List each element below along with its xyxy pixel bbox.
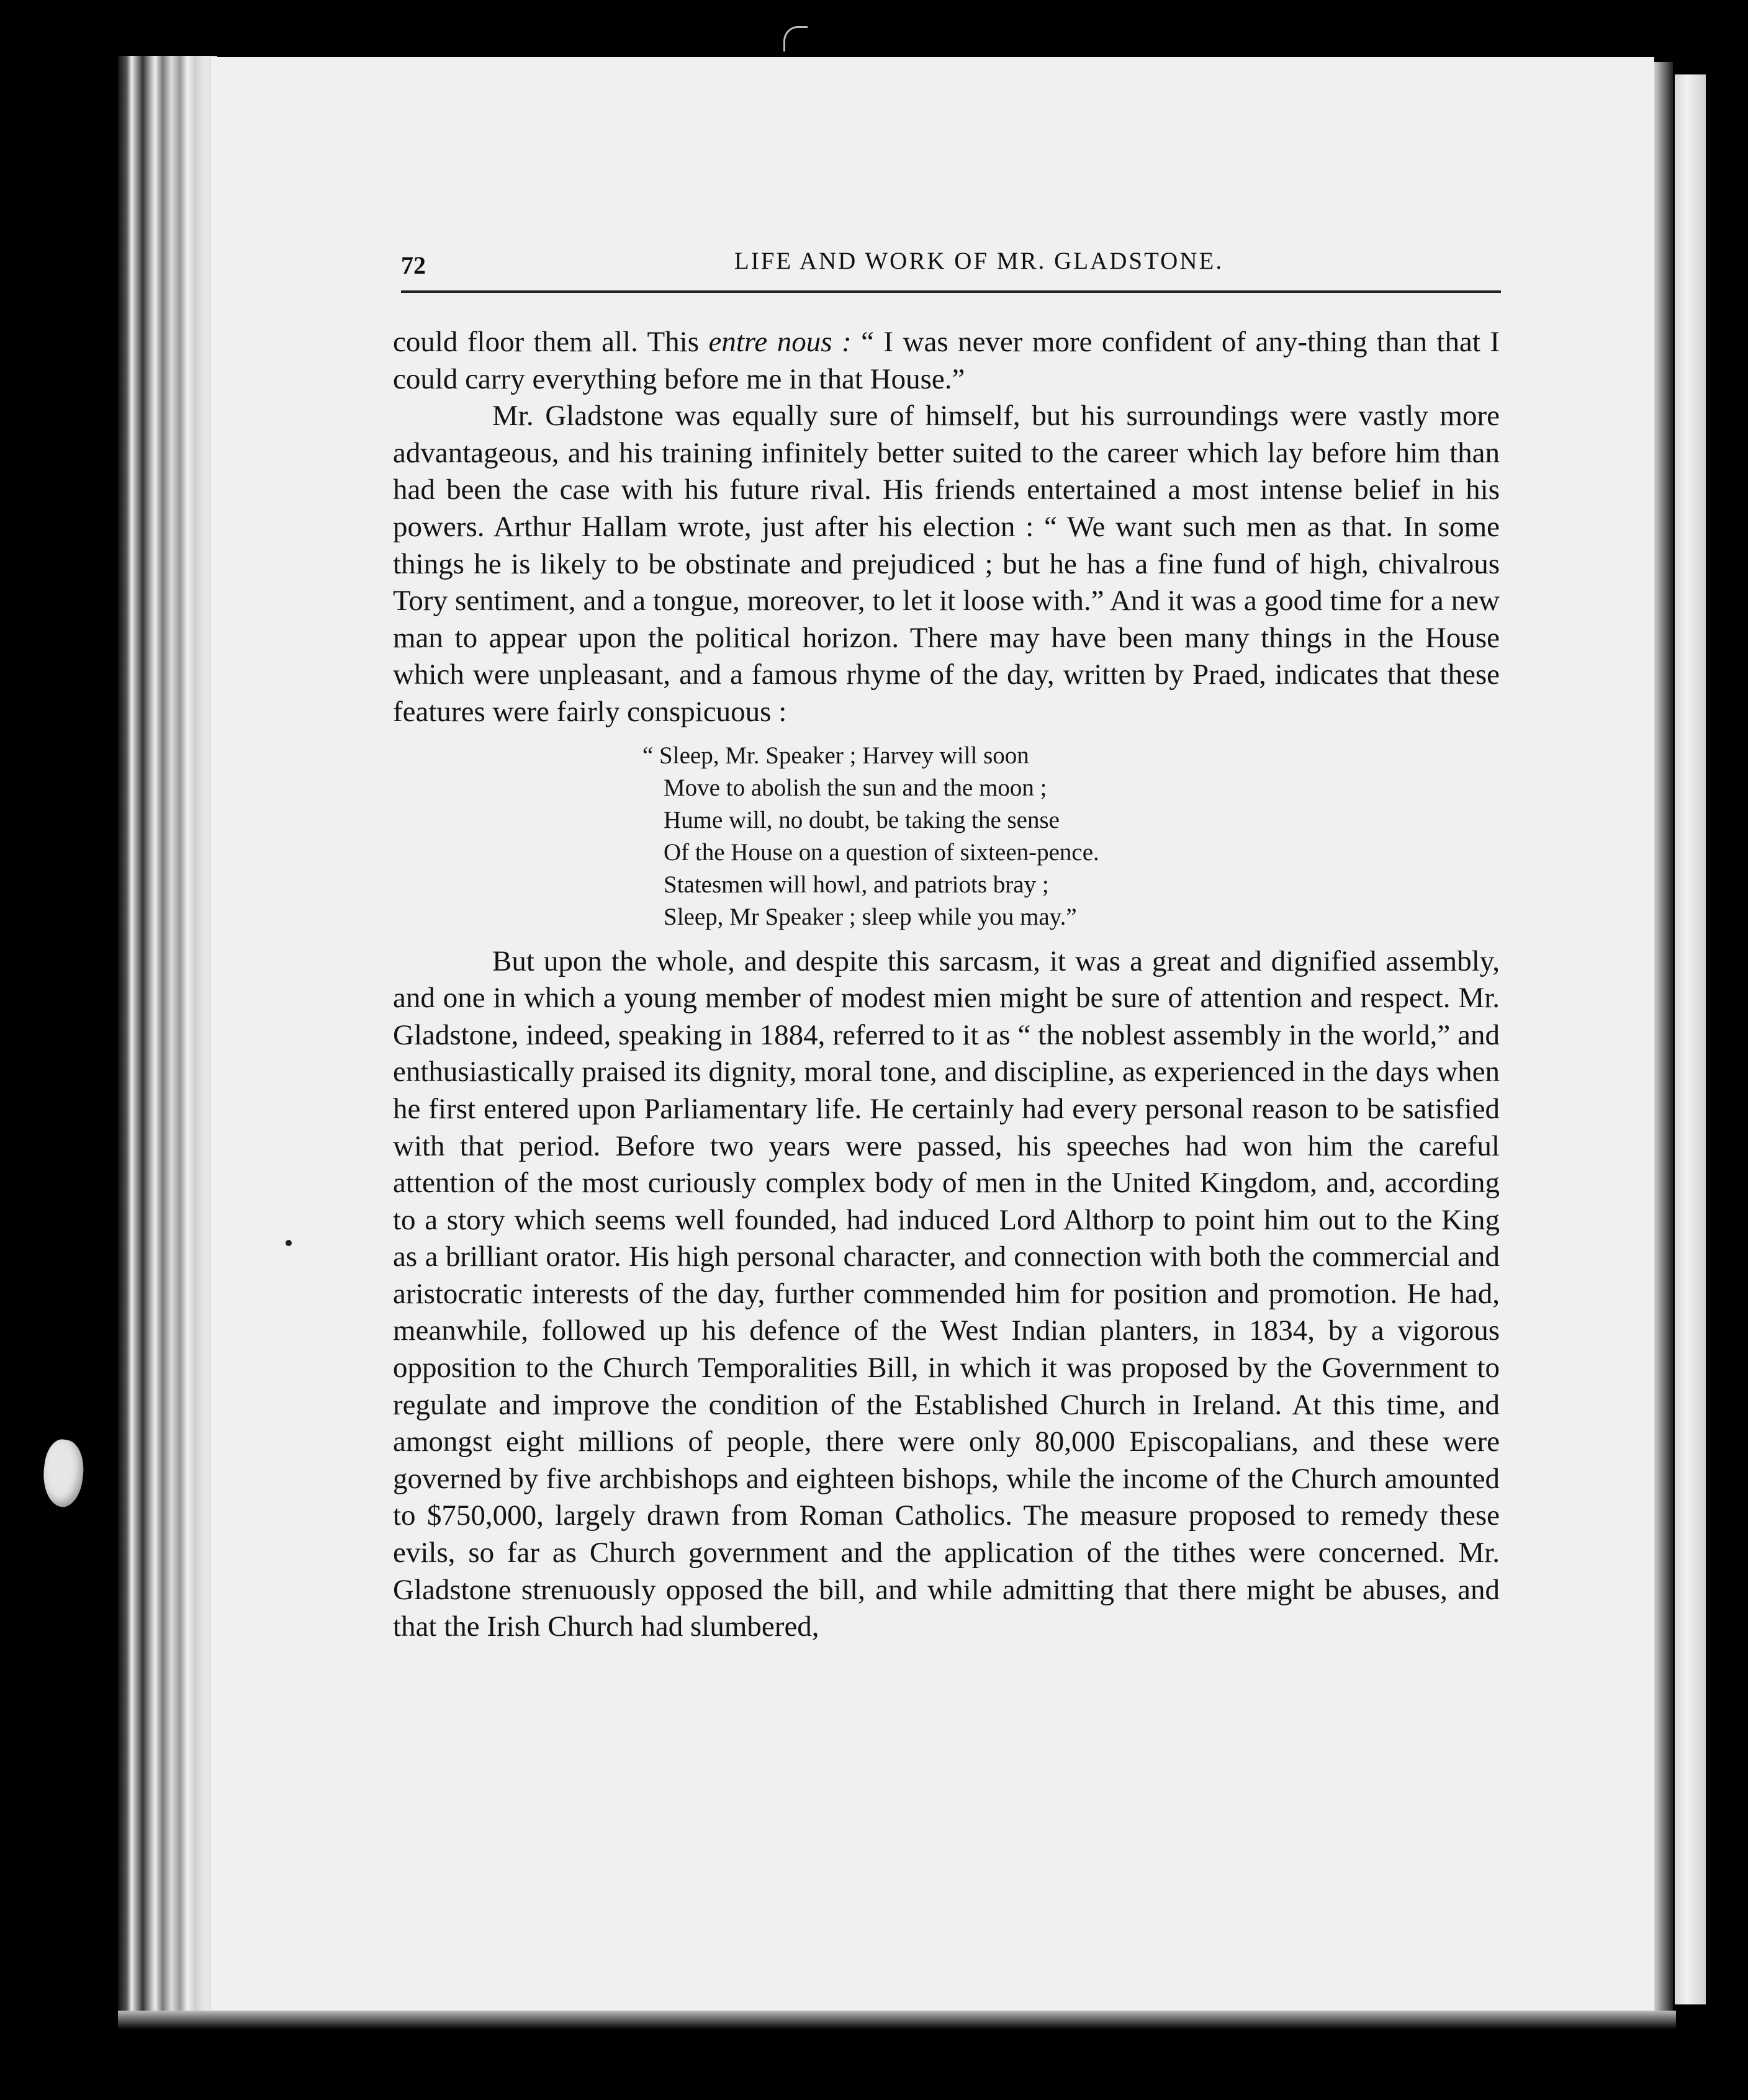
gutter-shadow [1654,62,1673,2017]
verse-line: Move to abolish the sun and the moon ; [664,774,1047,801]
paragraph-2: Mr. Gladstone was equally sure of himself, but his surroundings were vastly more advantageous, and his training infinitely better suited to the career which lay before him than had been the case with his future rival. His friends entertained a most intense belief in his powers. Arthur Hallam wrote, just after his election : “ We want such men as that. In some things he is likely to be obstinate and prejudiced ; but he has a fine fund of high, chivalrous Tory sentiment, and a tongue, moreover, to let it loose with.” And it was a good time for a new man to appear upon the political horizon. There may have been many things in the House which were unpleasant, and a famous rhyme of the day, written by Praed, indicates that these features were fairly conspicuous : [393,400,1500,728]
verse-line: Sleep, Mr Speaker ; sleep while you may.” [664,903,1077,930]
page-body [393,324,1500,1646]
verse-line: Hume will, no doubt, be taking the sense [664,806,1060,833]
paper-blemish [39,1437,88,1509]
header-rule [401,290,1501,293]
paragraph-1-text-a: could floor them all. This [393,326,709,358]
running-head: LIFE AND WORK OF MR. GLADSTONE. [734,248,1224,274]
page-number: 72 [401,251,426,279]
next-page-edge [1675,74,1706,2004]
paragraph-1-text-b: “ I was never more confident of any-thing than that I could carry everything before me in that House.” [393,326,1500,395]
paragraph-1-italic: entre nous : [708,326,852,358]
verse-line: “ Sleep, Mr. Speaker ; Harvey will soon [642,742,1029,769]
verse-line: Statesmen will howl, and patriots bray ; [664,871,1049,898]
ink-speck [286,1240,292,1246]
verse-quote [393,740,1500,933]
paragraph-3: But upon the whole, and despite this sarcasm, it was a great and dignified assembly, and one in which a young member of modest mien might be sure of attention and respect. Mr. Gladstone, indeed, speaking in 1884, referred to it as “ the noblest assembly in the world,” and enthusiastically praised its dignity, moral tone, and discipline, as experienced in the days when he first entered upon Parliamentary life. He certainly had every personal reason to be satisfied with that period. Before two years were passed, his speeches had won him the careful attention of the most curiously complex body of men in the United Kingdom, and, according to a story which seems well founded, had induced Lord Althorp to point him out to the King as a brilliant orator. His high personal character, and connection with both the commercial and aristocratic interests of the day, further commended him for position and promotion. He had, meanwhile, followed up his defence of the West Indian planters, in 1834, by a vigorous opposition to the Church Temporalities Bill, in which it was proposed by the Government to regulate and improve the condition of the Established Church in Ireland. At this time, and amongst eight millions of people, there were only 80,000 Episcopalians, and these were governed by five archbishops and eighteen bishops, while the income of the Church amounted to $750,000, largely drawn from Roman Catholics. The measure proposed to remedy these evils, so far as Church government and the application of the tithes were concerned. Mr. Gladstone strenuously opposed the bill, and while admitting that there might be abuses, and that the Irish Church had slumbered, [393,945,1500,1643]
page-header [401,247,1501,284]
paragraph-1 [393,324,1500,398]
verse-line: Of the House on a question of sixteen-pence. [664,838,1099,866]
page-bottom-edge [118,2011,1676,2029]
book-spine [118,56,217,2023]
scan-mark [783,26,808,52]
